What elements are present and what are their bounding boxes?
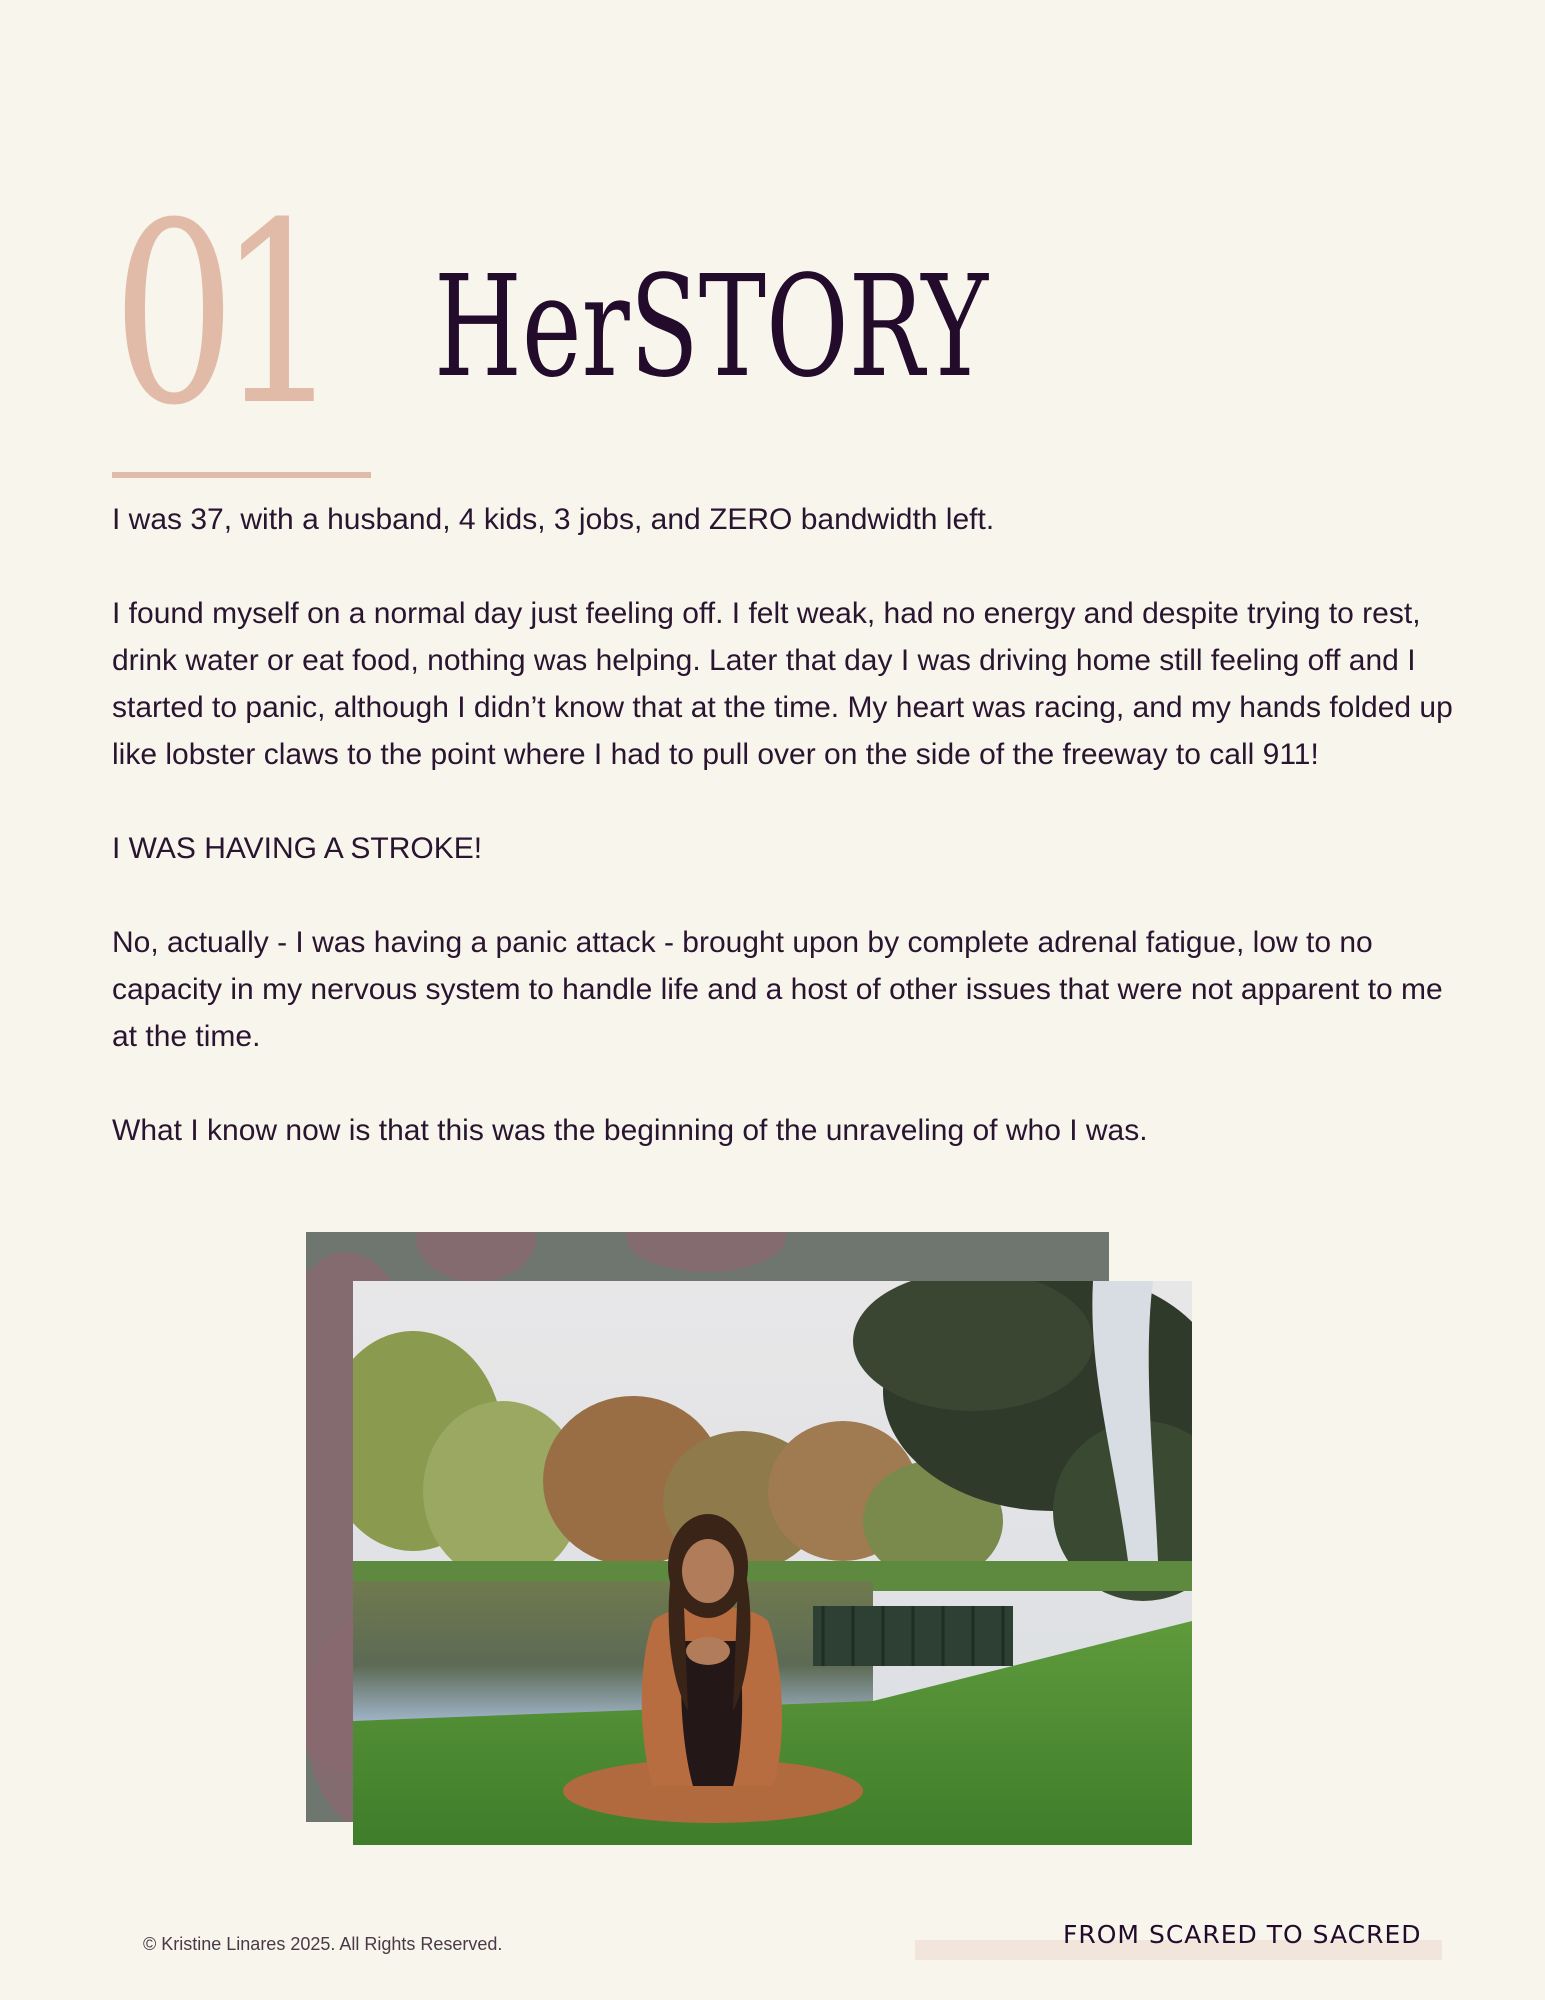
copyright-notice: © Kristine Linares 2025. All Rights Reserved. bbox=[143, 1934, 503, 1954]
paragraph-stroke: I WAS HAVING A STROKE! bbox=[112, 832, 483, 865]
meditation-photo bbox=[353, 1281, 1192, 1845]
paragraph-story: I found myself on a normal day just feeling off. I felt weak, had no energy and despite trying to rest, drink water or eat food, nothing was helping. Later that day I was driving home still feeling off and I started to panic, although I didn’t know that at the time. My heart was racing, and my hands folded up like lobster claws to the point where I had to pull over on the side of the freeway to call 911! bbox=[112, 597, 1453, 771]
footer-brand-title: FROM SCARED TO SACRED bbox=[1063, 1920, 1422, 1949]
paragraph-panic-attack: No, actually - I was having a panic attack - brought upon by complete adrenal fatigue, low to no capacity in my nervous system to handle life and a host of other issues that were not apparent to me at the time. bbox=[112, 926, 1443, 1053]
paragraph-unraveling: What I know now is that this was the beginning of the unraveling of who I was. bbox=[112, 1114, 1148, 1147]
chapter-title: HerSTORY bbox=[434, 246, 989, 409]
title-divider bbox=[112, 472, 371, 478]
chapter-number: 01 bbox=[112, 169, 323, 460]
paragraph-intro: I was 37, with a husband, 4 kids, 3 jobs, and ZERO bandwidth left. bbox=[112, 503, 995, 536]
story-body bbox=[112, 496, 1457, 1154]
